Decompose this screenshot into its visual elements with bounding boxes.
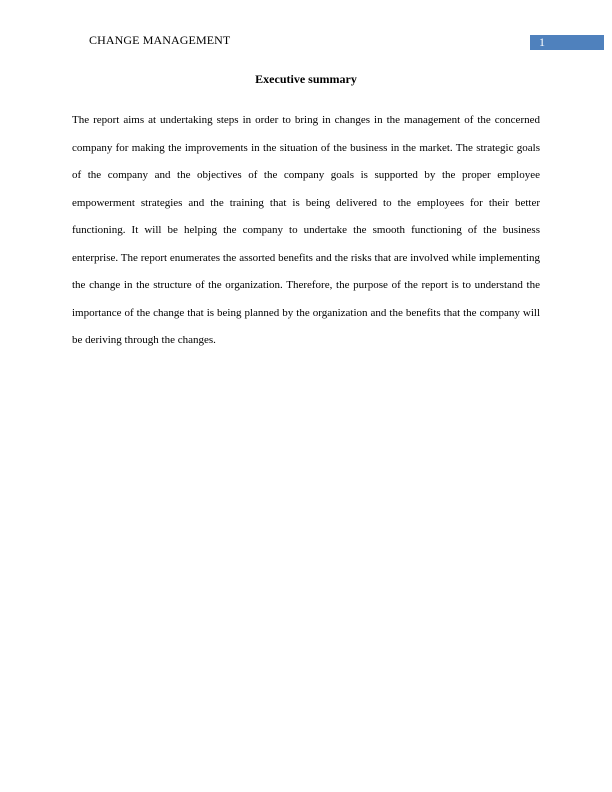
summary-paragraph: The report aims at undertaking steps in order to bring in changes in the management of the concerned company for making the improvements in the situation of the business in the market. The strategic goals of the company and the objectives of the company goals is supported by the proper employee empowerment strategies and the training that is being delivered to the employees for their better functioning. It will be helping the company to undertake the smooth functioning of the business enterprise. The report enumerates the assorted benefits and the risks that are involved while implementing the change in the structure of the organization. Therefore, the purpose of the report is to understand the importance of the change that is being planned by the organization and the benefits that the company will be deriving through the changes. — [72, 114, 540, 346]
page-number: 1 — [539, 35, 545, 49]
running-head: CHANGE MANAGEMENT — [89, 33, 231, 47]
section-title: Executive summary — [255, 72, 357, 86]
page-number-badge — [530, 35, 604, 50]
